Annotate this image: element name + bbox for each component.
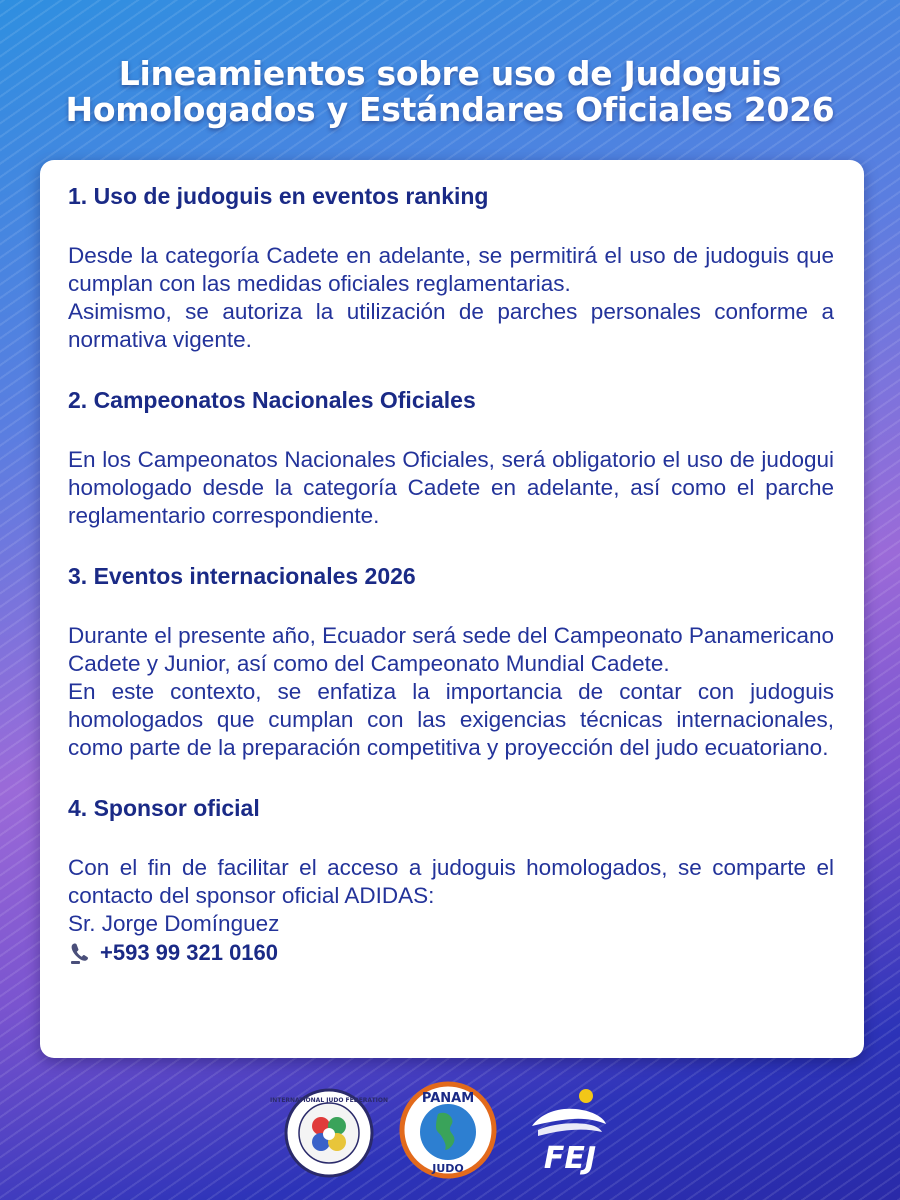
ijf-logo — [269, 1088, 389, 1178]
contact-name: Sr. Jorge Domínguez — [68, 911, 280, 936]
phone-icon — [68, 941, 92, 965]
section-ranking-events — [68, 180, 834, 354]
page-title — [0, 56, 900, 128]
content-card — [40, 160, 864, 1058]
section-heading: 4. Sponsor oficial — [68, 795, 260, 821]
phone-number-link[interactable]: +593 99 321 0160 — [100, 940, 279, 965]
fej-logo — [520, 1086, 620, 1176]
section-sponsor — [68, 792, 834, 968]
title-line-1: Lineamientos sobre uso de Judoguis — [118, 54, 782, 93]
judo-logo-text: JUDO — [432, 1162, 464, 1175]
section-national-championships — [68, 384, 834, 530]
footer-logos — [0, 1080, 900, 1180]
contact-phone-row — [68, 938, 834, 968]
panam-judo-logo — [398, 1080, 498, 1180]
section-paragraph: Asimismo, se autoriza la utilización de parches personales conforme a normativa vigente. — [68, 299, 834, 352]
section-paragraph: Durante el presente año, Ecuador será sede del Campeonato Panamericano Cadete y Junior, así como del Campeonato Mundial Cadete. — [68, 623, 834, 676]
section-paragraph: Desde la categoría Cadete en adelante, se permitirá el uso de judoguis que cumplan con las medidas oficiales reglamentarias. — [68, 243, 834, 296]
panam-logo-text: PANAM — [421, 1091, 475, 1106]
ijf-logo-text: INTERNATIONAL JUDO FEDERATION — [269, 1097, 389, 1104]
section-paragraph: En este contexto, se enfatiza la importancia de contar con judoguis homologados que cumplan con las exigencias técnicas internacionales, como parte de la preparación competitiva y proyección del judo ecuatoriano. — [68, 679, 834, 760]
title-line-2: Homologados y Estándares Oficiales 2026 — [65, 90, 835, 129]
section-heading: 3. Eventos internacionales 2026 — [68, 563, 416, 589]
section-paragraph: En los Campeonatos Nacionales Oficiales, será obligatorio el uso de judogui homologado desde la categoría Cadete en adelante, así como el parche reglamentario correspondiente. — [68, 447, 834, 528]
fej-logo-text: FEJ — [543, 1141, 597, 1176]
section-paragraph: Con el fin de facilitar el acceso a judoguis homologados, se comparte el contacto del sponsor oficial ADIDAS: — [68, 855, 834, 908]
section-heading: 1. Uso de judoguis en eventos ranking — [68, 183, 489, 209]
section-heading: 2. Campeonatos Nacionales Oficiales — [68, 387, 476, 413]
section-international-events — [68, 560, 834, 762]
